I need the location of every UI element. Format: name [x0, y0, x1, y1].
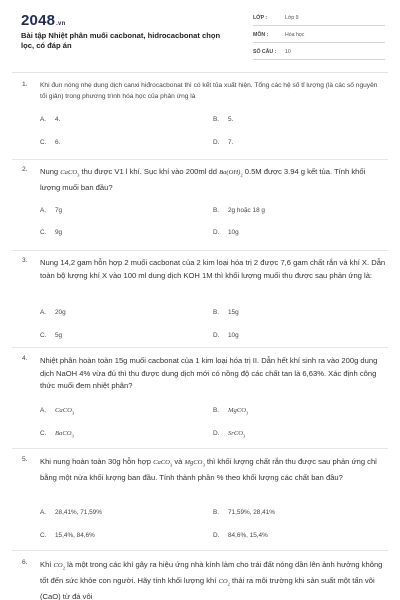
meta-row-class	[253, 12, 385, 26]
page-header	[0, 0, 400, 66]
question-number: 2.	[22, 166, 28, 173]
option-a[interactable]	[40, 116, 60, 123]
meta-value: Hóa học	[285, 32, 305, 38]
option-d[interactable]	[213, 532, 268, 539]
text-part: thì khối lượng chất rắn thu được sau phản ứng chỉ bằng một nửa khối lượng ban đầu. Tính thành phần % theo khối lượng các chất ban đầu?	[40, 457, 377, 482]
question-text	[40, 559, 386, 600]
formula	[228, 407, 248, 414]
formula-sub: 2	[227, 581, 230, 587]
formula-base: CaCO	[153, 459, 170, 466]
question-number: 1.	[22, 81, 28, 88]
option-text: 15,4%, 84,6%	[55, 532, 95, 539]
question-number: 4.	[22, 355, 28, 362]
question-text	[40, 456, 386, 484]
formula	[54, 562, 65, 569]
option-a[interactable]	[40, 207, 62, 214]
meta-table	[253, 12, 385, 63]
option-text: 6.	[55, 139, 61, 146]
option-label: C.	[40, 430, 47, 437]
option-text: 7.	[228, 139, 234, 146]
formula	[219, 169, 243, 176]
option-label: D.	[213, 332, 220, 339]
formula-sub: 3	[71, 410, 75, 416]
formula	[55, 430, 74, 437]
option-a[interactable]	[40, 407, 74, 415]
option-text: 9g	[55, 229, 63, 236]
formula	[218, 578, 229, 585]
option-c[interactable]	[40, 532, 95, 539]
option-label: A.	[40, 207, 47, 214]
text-part: thải ra môi trường khi sản suất một tấn vôi (CaO) từ đá vôi	[40, 575, 375, 600]
logo-suffix: .vn	[56, 21, 66, 27]
meta-key: MÔN :	[253, 32, 269, 38]
option-text: 5g	[55, 332, 63, 339]
formula-sub: 2	[240, 172, 243, 178]
question-divider	[12, 347, 388, 348]
formula	[153, 459, 172, 466]
site-logo[interactable]	[21, 12, 65, 29]
question-text: Khi đun nóng nhẹ dung dịch canxi hiđrocacbonat thì có kết tủa xuất hiện. Tổng các hệ số tỉ lượng (là các số nguyên tối giản) trong phương trình hóa học của phản ứng là	[40, 82, 378, 100]
formula-sub: 3	[71, 433, 74, 439]
meta-value: 10	[285, 49, 291, 55]
option-label: C.	[40, 229, 47, 236]
option-b[interactable]	[213, 116, 233, 123]
page-title: Bài tập Nhiệt phân muối cacbonat, hidrocacbonat chọn lọc, có đáp án	[21, 31, 221, 50]
question-text: Nhiệt phân hoàn toàn 15g muối cacbonat của 1 kim loại hóa trị II. Dẫn hết khí sinh ra vào 200g dung dịch NaOH 4% vừa đủ thì thu được dung dịch mới có nồng độ các chất tan là 6,63%. Xác định công thức muối đem nhiệt phân?	[40, 356, 378, 390]
option-a[interactable]	[40, 309, 66, 316]
option-text: 20g	[55, 309, 66, 316]
option-c[interactable]	[40, 332, 62, 339]
formula	[55, 407, 74, 414]
option-label: C.	[40, 532, 47, 539]
option-label: B.	[213, 407, 220, 414]
meta-value: Lớp 9	[285, 15, 299, 21]
text-part: và	[172, 457, 185, 466]
formula-base: Ba(OH)	[219, 169, 241, 176]
logo-main: 2048	[21, 12, 56, 29]
formula-sub: 3	[77, 172, 80, 178]
header-divider	[12, 72, 388, 73]
formula-sub: 3	[243, 433, 246, 439]
option-label: A.	[40, 309, 47, 316]
option-label: A.	[40, 116, 47, 123]
option-label: B.	[213, 207, 220, 214]
option-b[interactable]	[213, 407, 248, 415]
option-b[interactable]	[213, 207, 265, 214]
option-d[interactable]	[213, 430, 245, 438]
formula-sub: 2	[62, 565, 65, 571]
formula-base: MgCO	[228, 407, 246, 414]
option-label: B.	[213, 509, 220, 516]
option-text: 15g	[228, 309, 239, 316]
option-text: 84,6%, 15,4%	[228, 532, 268, 539]
option-text: 7g	[55, 207, 63, 214]
formula-sub: 3	[202, 462, 205, 468]
option-text: 10g	[228, 332, 239, 339]
meta-row-count	[253, 46, 385, 60]
meta-key: SỐ CÂU :	[253, 49, 277, 55]
formula	[60, 169, 79, 176]
question-divider	[12, 448, 388, 449]
question-number: 6.	[22, 559, 28, 566]
option-a[interactable]	[40, 509, 102, 516]
formula-base: CO	[218, 577, 228, 585]
formula-base: CaCO	[60, 169, 78, 176]
option-c[interactable]	[40, 229, 62, 236]
option-text: 28,41%, 71,59%	[55, 509, 102, 516]
option-label: B.	[213, 116, 220, 123]
option-label: D.	[213, 430, 220, 437]
formula-base: CaCO	[55, 407, 72, 414]
option-b[interactable]	[213, 309, 239, 316]
option-label: A.	[40, 407, 47, 414]
option-text: 5.	[228, 116, 234, 123]
question-divider	[12, 550, 388, 551]
option-label: D.	[213, 229, 220, 236]
option-b[interactable]	[213, 509, 275, 516]
meta-row-subject	[253, 29, 385, 43]
question-number: 3.	[22, 257, 28, 264]
option-c[interactable]	[40, 139, 60, 146]
question-number: 5.	[22, 456, 28, 463]
text-part: Khi nung hoàn toàn 30g hỗn hợp	[40, 457, 154, 466]
question-divider	[12, 159, 388, 160]
option-text: 2g hoặc 18 g	[228, 207, 265, 214]
formula-base: MgCO	[184, 459, 203, 466]
formula-base: CO	[53, 562, 63, 569]
option-c[interactable]	[40, 430, 74, 438]
formula	[228, 430, 245, 437]
formula	[184, 459, 204, 466]
option-label: A.	[40, 509, 47, 516]
meta-key: LỚP :	[253, 15, 268, 21]
option-d[interactable]	[213, 229, 239, 236]
text-part: Khí	[40, 560, 54, 569]
formula-sub: 3	[245, 410, 249, 416]
text-part: là một trong các khí gây ra hiệu ứng nhà kính làm cho trái đất nóng dần lên ảnh hưởng không tốt đến sức khỏe con người. Hãy tính khối lượng khí	[40, 560, 383, 585]
question-text	[40, 166, 386, 194]
option-label: D.	[213, 532, 220, 539]
text-part: Nung	[40, 167, 61, 176]
option-label: B.	[213, 309, 220, 316]
option-label: D.	[213, 139, 220, 146]
option-d[interactable]	[213, 332, 239, 339]
formula-sub: 3	[169, 462, 173, 468]
text-part: thu được V1 l khí. Sục khí vào 200ml dd	[79, 167, 220, 176]
option-text: 10g	[228, 229, 239, 236]
formula-base: SrCO	[228, 430, 244, 437]
option-label: C.	[40, 332, 47, 339]
text-part: 0.5M được 3.94 g kết tủa. Tính khối lượng muối ban đầu?	[40, 167, 366, 192]
option-label: C.	[40, 139, 47, 146]
option-text: 71,59%, 28,41%	[228, 509, 275, 516]
option-text: 4.	[55, 116, 61, 123]
question-divider	[12, 250, 388, 251]
option-d[interactable]	[213, 139, 233, 146]
question-text: Nung 14,2 gam hỗn hợp 2 muối cacbonat của 2 kim loại hóa trị 2 được 7,6 gam chất rắn và khí X. Dẫn toàn bộ lượng khí X vào 100 ml dung dịch KOH 1M thì khối lượng muối thu được sau phản ứng là:	[40, 258, 386, 280]
formula-base: BaCO	[55, 430, 72, 437]
